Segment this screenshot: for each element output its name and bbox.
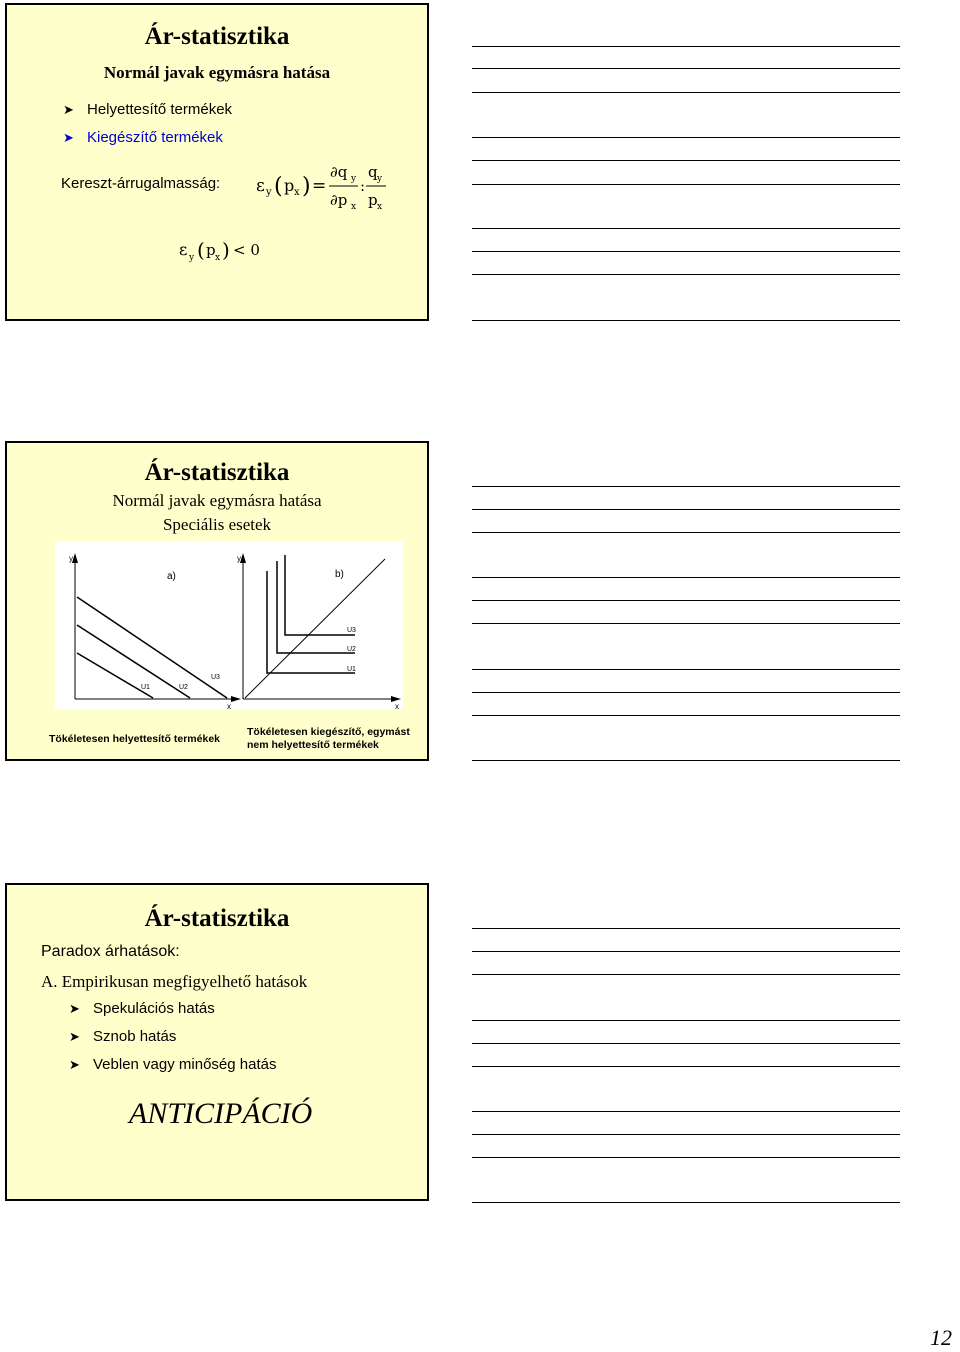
- elasticity-condition: [175, 231, 275, 267]
- frac1-denominator: ∂p: [330, 191, 348, 209]
- frac1-num-sub: y: [351, 174, 357, 184]
- note-line: [472, 251, 900, 252]
- arrow-bullet-icon: ➤: [69, 1001, 80, 1016]
- epsilon-symbol: ε: [179, 240, 188, 259]
- note-line: [472, 486, 900, 487]
- page-number: 12: [930, 1325, 952, 1350]
- slide-3: [5, 883, 429, 1201]
- arrow-bullet-icon: ➤: [69, 1057, 80, 1072]
- paren-open: (: [197, 238, 205, 262]
- anticipation-emphasis: ANTICIPÁCIÓ: [129, 1097, 313, 1130]
- note-line: [472, 68, 900, 69]
- note-line: [472, 1157, 900, 1158]
- sub-y: y: [266, 187, 272, 198]
- frac2-denominator: p: [368, 191, 378, 209]
- chart-b-u1-label: U1: [347, 666, 356, 673]
- frac1-den-sub: x: [351, 202, 357, 212]
- note-line: [472, 228, 900, 229]
- p-symbol: p: [206, 241, 216, 259]
- note-line: [472, 715, 900, 716]
- slide-2: [5, 441, 429, 761]
- chart-a-u1-label: U1: [141, 684, 150, 691]
- arrow-bullet-icon: ➤: [63, 102, 74, 117]
- slide-1-title: Ár-statisztika: [144, 23, 290, 50]
- note-line: [472, 160, 900, 161]
- note-line: [472, 509, 900, 510]
- note-line: [472, 1043, 900, 1044]
- note-line: [472, 1066, 900, 1067]
- chart-b-x-label: x: [395, 702, 399, 709]
- slide-2-subtitle: Normál javak egymásra hatása: [112, 491, 322, 510]
- chart-a-x-label: x: [227, 702, 231, 709]
- bullet-speculation: [69, 1000, 215, 1017]
- note-line: [472, 137, 900, 138]
- note-line: [472, 600, 900, 601]
- empirical-subheading: A. Empirikusan megfigyelhető hatások: [41, 972, 308, 991]
- sub-x: x: [215, 253, 221, 263]
- caption-complements-line2: nem helyettesítő termékek: [247, 739, 379, 751]
- note-line: [472, 46, 900, 47]
- slide-2-title: Ár-statisztika: [144, 459, 290, 486]
- note-line: [472, 92, 900, 93]
- cross-elasticity-label: Kereszt-árrugalmasság:: [61, 175, 221, 192]
- note-line: [472, 928, 900, 929]
- chart-a-u3-label: U3: [211, 674, 220, 681]
- paradox-heading: Paradox árhatások:: [41, 943, 180, 960]
- note-line: [472, 1134, 900, 1135]
- bullet-text: Veblen vagy minőség hatás: [93, 1056, 277, 1073]
- bullet-text: Kiegészítő termékek: [87, 129, 223, 146]
- bullet-veblen: [69, 1056, 276, 1073]
- arrow-bullet-icon: ➤: [69, 1029, 80, 1044]
- bullet-text: Sznob hatás: [93, 1028, 177, 1045]
- chart-a-y-label: y: [69, 554, 73, 563]
- chart-b-y-label: y: [237, 554, 241, 563]
- epsilon-symbol: ε: [256, 176, 265, 196]
- note-line: [472, 692, 900, 693]
- bullet-text: Spekulációs hatás: [93, 1000, 215, 1017]
- note-line: [472, 274, 900, 275]
- equals-sign: =: [312, 176, 327, 196]
- paren-open: (: [274, 174, 283, 199]
- frac2-den-sub: x: [377, 202, 383, 212]
- indifference-curves-figure: [55, 541, 403, 709]
- slide-1: [5, 3, 429, 321]
- paren-close: ): [302, 174, 311, 199]
- paren-close: ): [222, 238, 230, 262]
- arrow-bullet-icon: ➤: [63, 130, 74, 145]
- caption-substitutes: Tökéletesen helyettesítő termékek: [49, 733, 220, 745]
- note-line: [472, 623, 900, 624]
- note-line: [472, 1020, 900, 1021]
- chart-b-label: b): [335, 569, 344, 580]
- note-line: [472, 669, 900, 670]
- note-line: [472, 1111, 900, 1112]
- bullet-text: Helyettesítő termékek: [87, 101, 233, 118]
- note-line: [472, 577, 900, 578]
- caption-complements-line1: Tökéletesen kiegészítő, egymást: [247, 726, 410, 738]
- chart-a-label: a): [167, 571, 176, 582]
- cross-elasticity-formula: [252, 157, 402, 217]
- note-line: [472, 532, 900, 533]
- chart-b-u2-label: U2: [347, 646, 356, 653]
- bullet-complements: [63, 129, 223, 146]
- note-line: [472, 974, 900, 975]
- note-line: [472, 951, 900, 952]
- less-than-zero: < 0: [233, 241, 260, 259]
- frac2-num-sub: y: [377, 174, 383, 184]
- note-line: [472, 1202, 900, 1203]
- sub-x: x: [294, 187, 300, 198]
- frac1-numerator: ∂q: [330, 163, 348, 181]
- chart-b-u3-label: U3: [347, 627, 356, 634]
- slide-2-special-cases: Speciális esetek: [162, 515, 272, 534]
- note-line: [472, 760, 900, 761]
- figure-background: [55, 541, 403, 709]
- frac2-numerator: q: [368, 163, 378, 181]
- slide-1-subtitle: Normál javak egymásra hatása: [103, 63, 331, 82]
- note-line: [472, 320, 900, 321]
- colon-sign: :: [360, 177, 366, 195]
- p-symbol: p: [284, 176, 295, 195]
- note-line: [472, 184, 900, 185]
- bullet-substitutes: [63, 101, 232, 118]
- slide-3-title: Ár-statisztika: [144, 905, 290, 932]
- chart-a-u2-label: U2: [179, 684, 188, 691]
- sub-y: y: [189, 253, 195, 263]
- bullet-snob: [69, 1028, 176, 1045]
